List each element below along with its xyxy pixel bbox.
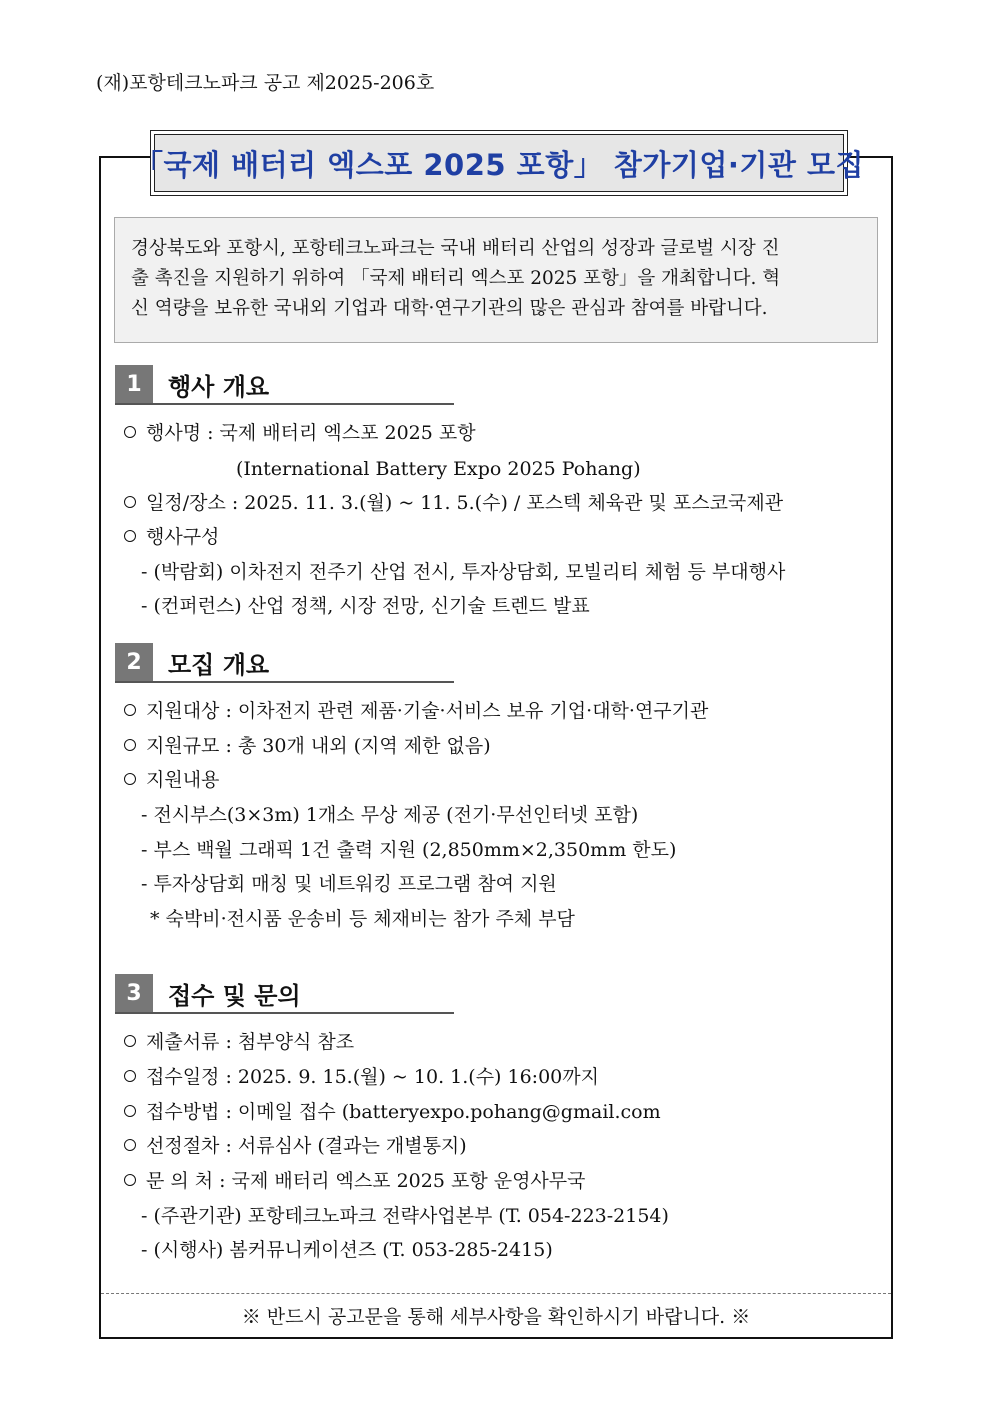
section-1-header: [115, 365, 454, 405]
circle-bullet-icon: [124, 773, 136, 785]
circle-bullet-icon: [124, 1035, 136, 1047]
list-item: - 투자상담회 매칭 및 네트워킹 프로그램 참여 지원: [141, 873, 557, 895]
circle-bullet-icon: [124, 1139, 136, 1151]
list-item: - 부스 백월 그래픽 1건 출력 지원 (2,850mm×2,350mm 한도): [141, 839, 677, 861]
list-item: 행사명 : 국제 배터리 엑스포 2025 포항: [124, 420, 476, 446]
title-box: [133, 130, 865, 196]
list-item: - (시행사) 봄커뮤니케이션즈 (T. 053-285-2415): [141, 1239, 553, 1261]
intro-box: [114, 217, 878, 343]
notice-number: (재)포항테크노파크 공고 제2025-206호: [96, 72, 435, 94]
document-title: 「국제 배터리 엑스포 2025 포항」 참가기업·기관 모집: [154, 134, 844, 192]
circle-bullet-icon: [124, 1105, 136, 1117]
list-item-note: * 숙박비·전시품 운송비 등 체재비는 참가 주체 부담: [150, 908, 575, 930]
footer-note: ※ 반드시 공고문을 통해 세부사항을 확인하시기 바랍니다. ※: [101, 1293, 891, 1337]
list-item: 접수방법 : 이메일 접수 (batteryexpo.pohang@gmail.com: [124, 1099, 661, 1125]
section-title: 행사 개요: [168, 372, 270, 401]
section-title: 접수 및 문의: [168, 981, 301, 1010]
list-item: 지원규모 : 총 30개 내외 (지역 제한 없음): [124, 733, 491, 759]
intro-line: 신 역량을 보유한 국내외 기업과 대학·연구기관의 많은 관심과 참여를 바랍니다.: [131, 298, 768, 319]
list-item: - 전시부스(3×3m) 1개소 무상 제공 (전기·무선인터넷 포함): [141, 804, 639, 826]
list-item: 선정절차 : 서류심사 (결과는 개별통지): [124, 1133, 467, 1159]
circle-bullet-icon: [124, 704, 136, 716]
list-item: 제출서류 : 첨부양식 참조: [124, 1029, 354, 1055]
intro-line: 경상북도와 포항시, 포항테크노파크는 국내 배터리 산업의 성장과 글로벌 시장 진: [131, 238, 780, 259]
list-item: 행사구성: [124, 524, 219, 550]
list-item: 일정/장소 : 2025. 11. 3.(월) ~ 11. 5.(수) / 포스텍 체육관 및 포스코국제관: [124, 490, 783, 516]
section-3-header: [115, 974, 454, 1014]
section-title: 모집 개요: [168, 650, 270, 679]
circle-bullet-icon: [124, 1070, 136, 1082]
section-number: 1: [115, 365, 153, 403]
list-item: 접수일정 : 2025. 9. 15.(월) ~ 10. 1.(수) 16:00까지: [124, 1064, 599, 1090]
section-2-header: [115, 643, 454, 683]
list-item: - (주관기관) 포항테크노파크 전략사업본부 (T. 054-223-2154): [141, 1205, 669, 1227]
intro-line: 출 촉진을 지원하기 위하여 「국제 배터리 엑스포 2025 포항」을 개최합니다. 혁: [131, 268, 781, 289]
list-item: 지원대상 : 이차전지 관련 제품·기술·서비스 보유 기업·대학·연구기관: [124, 698, 708, 724]
list-item: - (컨퍼런스) 산업 정책, 시장 전망, 신기술 트렌드 발표: [141, 595, 590, 617]
circle-bullet-icon: [124, 496, 136, 508]
list-item: 지원내용: [124, 767, 219, 793]
circle-bullet-icon: [124, 739, 136, 751]
list-item: (International Battery Expo 2025 Pohang): [236, 458, 641, 480]
section-number: 2: [115, 643, 153, 681]
circle-bullet-icon: [124, 1174, 136, 1186]
circle-bullet-icon: [124, 426, 136, 438]
circle-bullet-icon: [124, 530, 136, 542]
section-number: 3: [115, 974, 153, 1012]
list-item: 문 의 처 : 국제 배터리 엑스포 2025 포항 운영사무국: [124, 1168, 585, 1194]
list-item: - (박람회) 이차전지 전주기 산업 전시, 투자상담회, 모빌리티 체험 등 부대행사: [141, 561, 786, 583]
